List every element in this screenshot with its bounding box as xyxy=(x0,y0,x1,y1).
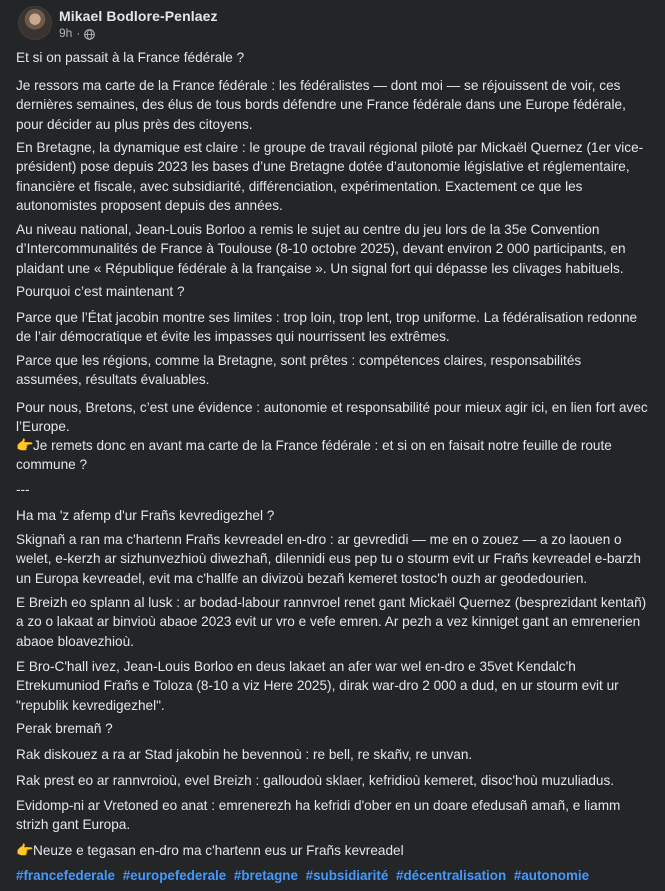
divider-dashes: --- xyxy=(16,482,30,497)
hashtag-list xyxy=(16,866,656,885)
paragraph-etat: Parce que l’État jacobin montre ses limites : trop loin, trop lent, trop uniforme. La fédéralisation redonne de l’air démocratique et évite les impasses qui nourrissent les extrêmes. xyxy=(16,310,638,345)
globe-icon[interactable] xyxy=(84,28,95,39)
author-name[interactable]: Mikael Bodlore-Penlaez xyxy=(59,8,218,24)
hashtag-europefederale[interactable]: #europefederale xyxy=(122,868,227,883)
paragraph-bretagne: En Bretagne, la dynamique est claire : le groupe de travail régional piloté par Mickaël Quernez (1er vice-président) pose depuis 2023 les bases d’une Bretagne dotée d’autonomie législative et réglementaire, financière et fiscale, avec subsidiarité, différenciation, expérimentation. Exactement ce que les autonomistes proposent depuis des années. xyxy=(16,140,644,213)
paragraph-bro-chall: E Bro-C'hall ivez, Jean-Louis Borloo en deus lakaet an afer war wel en-dro e 35vet Kendalc'h Etrekumuniod Frañs e Toloza (8-10 a viz Here 2025), dirak war-dro 2 000 a dud, en ur stourm evit ur "republik kevredigezhel". xyxy=(16,659,619,713)
paragraph-title-br: Ha ma 'z afemp d'ur Frañs kevredigezhel ? xyxy=(16,508,275,523)
paragraph-regions: Parce que les régions, comme la Bretagne, sont prêtes : compétences claires, responsabilités assumées, résultats évaluables. xyxy=(16,353,582,388)
backhand-index-pointing-right-icon: 👉 xyxy=(16,842,34,858)
paragraph-perak: Perak bremañ ? xyxy=(16,721,113,736)
paragraph-neuze-text: Neuze e tegasan en-dro ma c'hartenn eus ur Frañs kevreadel xyxy=(33,843,404,858)
avatar[interactable] xyxy=(18,6,52,40)
hashtag-decentralisation[interactable]: #décentralisation xyxy=(396,868,507,883)
paragraph-title-fr: Et si on passait à la France fédérale ? xyxy=(16,50,245,65)
backhand-index-pointing-right-icon: 👉 xyxy=(16,437,34,453)
hashtag-subsidiarite[interactable]: #subsidiarité xyxy=(305,868,389,883)
paragraph-carte: Je ressors ma carte de la France fédérale : les fédéralistes — dont moi — se réjouissent de voir, ces dernières semaines, des élus de tous bords défendre une France fédérale dans une Europe fédérale, pour décider au plus près des citoyens. xyxy=(16,78,626,132)
post-time[interactable]: 9h xyxy=(59,26,73,40)
post-subline xyxy=(59,25,218,41)
paragraph-pourquoi: Pourquoi c’est maintenant ? xyxy=(16,284,185,299)
paragraph-bretons: Pour nous, Bretons, c’est une évidence : autonomie et responsabilité pour mieux agir ici, en lien fort avec l’Europe. xyxy=(16,400,648,435)
paragraph-rak-prest: Rak prest eo ar rannvroioù, evel Breizh : galloudoù sklaer, kefridioù kemeret, disoc'hoù muzuliadus. xyxy=(16,773,615,788)
paragraph-skignan: Skignañ a ran ma c'hartenn Frañs kevreadel en-dro : ar gevredidi — me en o zouez — a zo laouen o welet, e-kerzh ar sizhunvezhioù diwezhañ, dilennidi eus pep tu o stourm evit ur Frañs kevreadel e-barzh un Europa kevreadel, evit ma c'hallfe an divizoù bezañ kemeret tostoc'h ouzh ar geodedourien. xyxy=(16,532,641,586)
hashtag-francefederale[interactable]: #francefederale xyxy=(16,868,115,883)
paragraph-remets xyxy=(16,436,648,475)
paragraph-rak-diskouez: Rak diskouez a ra ar Stad jakobin he bevennoù : re bell, re skañv, re unvan. xyxy=(16,747,473,762)
paragraph-breizh: E Breizh eo splann al lusk : ar bodad-labour rannvroel renet gant Mickaël Quernez (besprezidant kentañ) a zo o lakaat ar binvioù abaoe 2023 evit ur vro e vefe emren. Ar pezh a vez kinniget gant an emrenerien abaoe bloavezhioù. xyxy=(16,595,647,649)
separator-dot: · xyxy=(76,26,81,40)
paragraph-remets-text: Je remets donc en avant ma carte de la France fédérale : et si on en faisait notre feuille de route commune ? xyxy=(16,438,612,473)
paragraph-evidomp: Evidomp-ni ar Vretoned eo anat : emrenerezh ha kefridi d'ober en un doare efedusañ amañ, e liamm strizh gant Europa. xyxy=(16,798,621,833)
hashtag-bretagne[interactable]: #bretagne xyxy=(233,868,298,883)
paragraph-national: Au niveau national, Jean-Louis Borloo a remis le sujet au centre du jeu lors de la 35e Convention d’Intercommunalités de France à Toulouse (8-10 octobre 2025), devant environ 2 000 participants, en plaidant une « République fédérale à la française ». Un signal fort qui dépasse les clivages habituels. xyxy=(16,222,626,276)
post-header xyxy=(18,6,218,41)
post-meta xyxy=(59,7,218,41)
paragraph-neuze xyxy=(16,841,404,860)
hashtag-autonomie[interactable]: #autonomie xyxy=(513,868,590,883)
